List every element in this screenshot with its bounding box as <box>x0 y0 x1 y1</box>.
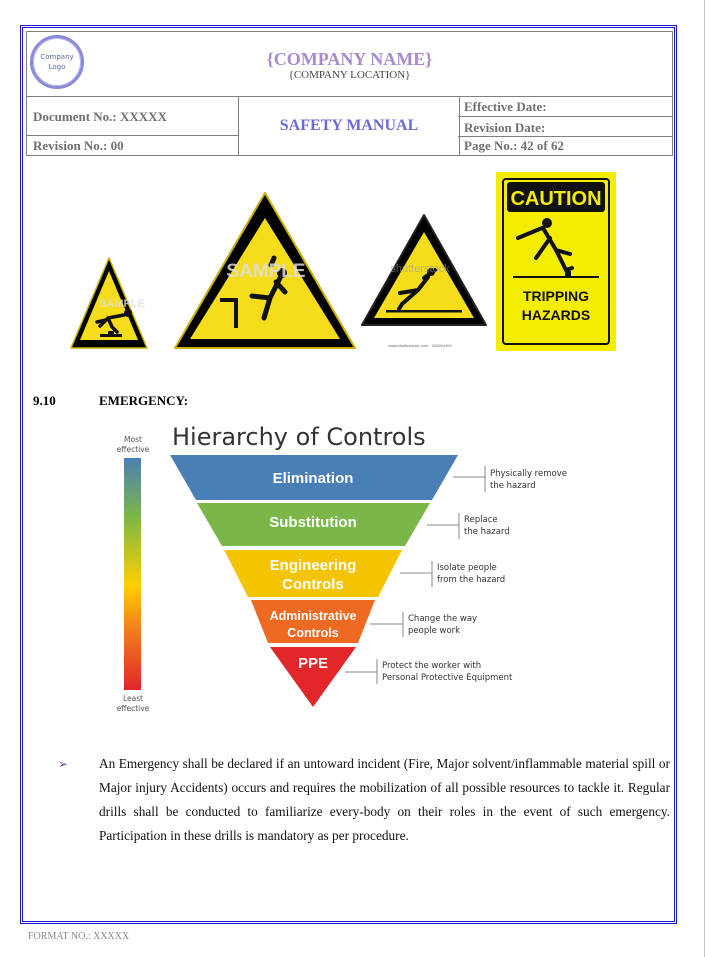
manual-title: SAFETY MANUAL <box>238 96 460 155</box>
svg-text:effective: effective <box>116 704 150 713</box>
svg-text:from the hazard: from the hazard <box>437 575 506 585</box>
svg-text:effective: effective <box>116 445 150 454</box>
effective-date: Effective Date: <box>458 96 672 117</box>
document-number: Document No.: XXXXX <box>27 96 238 136</box>
svg-text:Engineering: Engineering <box>269 557 357 574</box>
bullet-arrow-icon: ➢ <box>58 757 69 771</box>
svg-text:Elimination: Elimination <box>272 470 354 487</box>
svg-text:SAMPLE: SAMPLE <box>226 261 306 282</box>
svg-text:CAUTION: CAUTION <box>510 188 602 210</box>
hazard-signs-image <box>0 0 706 360</box>
svg-text:Administrative: Administrative <box>269 609 357 623</box>
svg-text:HAZARDS: HAZARDS <box>521 307 591 323</box>
svg-text:Isolate people: Isolate people <box>437 563 497 573</box>
svg-text:Protect the worker with: Protect the worker with <box>382 661 482 671</box>
slip-hazard-sign-icon <box>362 215 486 348</box>
svg-text:Controls: Controls <box>287 626 339 640</box>
svg-text:the hazard: the hazard <box>464 527 510 537</box>
svg-text:SAMPLE: SAMPLE <box>99 298 145 310</box>
effectiveness-scale-bar <box>124 458 141 690</box>
company-name: {COMPANY NAME} <box>266 49 433 69</box>
svg-text:Controls: Controls <box>282 576 344 593</box>
svg-text:Least: Least <box>122 694 144 703</box>
svg-text:TRIPPING: TRIPPING <box>522 288 590 304</box>
revision-date: Revision Date: <box>458 117 672 137</box>
section-heading <box>33 393 189 409</box>
svg-text:PPE: PPE <box>297 655 329 672</box>
emergency-paragraph: An Emergency shall be declared if an untoward incident (Fire, Major solvent/inflammable material spill or Major injury Accidents) occurs and requires the mobilization of all possible resources to tackle it. Regular drills shall be conducted to familiarize every-body on their roles in the event of such emergency. Participation in these drills is mandatory as per procedure. <box>99 756 670 843</box>
section-title: EMERGENCY: <box>99 393 189 408</box>
svg-text:Most: Most <box>124 435 142 444</box>
company-location: {COMPANY LOCATION} <box>288 69 411 81</box>
diagram-title: Hierarchy of Controls <box>172 423 426 451</box>
svg-text:shutterstock: shutterstock <box>390 263 450 275</box>
format-number: FORMAT NO.: XXXXX <box>28 931 130 942</box>
logo-text-1: Company <box>40 53 74 61</box>
page-number: Page No.: 42 of 62 <box>464 138 565 153</box>
hierarchy-of-controls-diagram <box>100 415 580 715</box>
trip-hazard-sign-small-icon <box>71 258 147 348</box>
section-number: 9.10 <box>33 393 56 408</box>
svg-text:Physically remove: Physically remove <box>490 469 567 479</box>
svg-text:Personal Protective Equipment: Personal Protective Equipment <box>382 673 513 683</box>
logo-text-2: Logo <box>48 63 66 71</box>
svg-text:people work: people work <box>408 626 461 636</box>
svg-text:Substitution: Substitution <box>269 514 357 531</box>
revision-number: Revision No.: 00 <box>33 138 124 153</box>
svg-text:Replace: Replace <box>464 515 498 525</box>
caution-tripping-sign-icon <box>496 172 616 351</box>
svg-text:Change the way: Change the way <box>408 614 478 624</box>
svg-text:www.shutterstock.com · 3096944: www.shutterstock.com · 309694404 <box>388 343 452 348</box>
fall-hazard-sign-icon <box>175 193 355 348</box>
svg-text:the hazard: the hazard <box>490 481 536 491</box>
